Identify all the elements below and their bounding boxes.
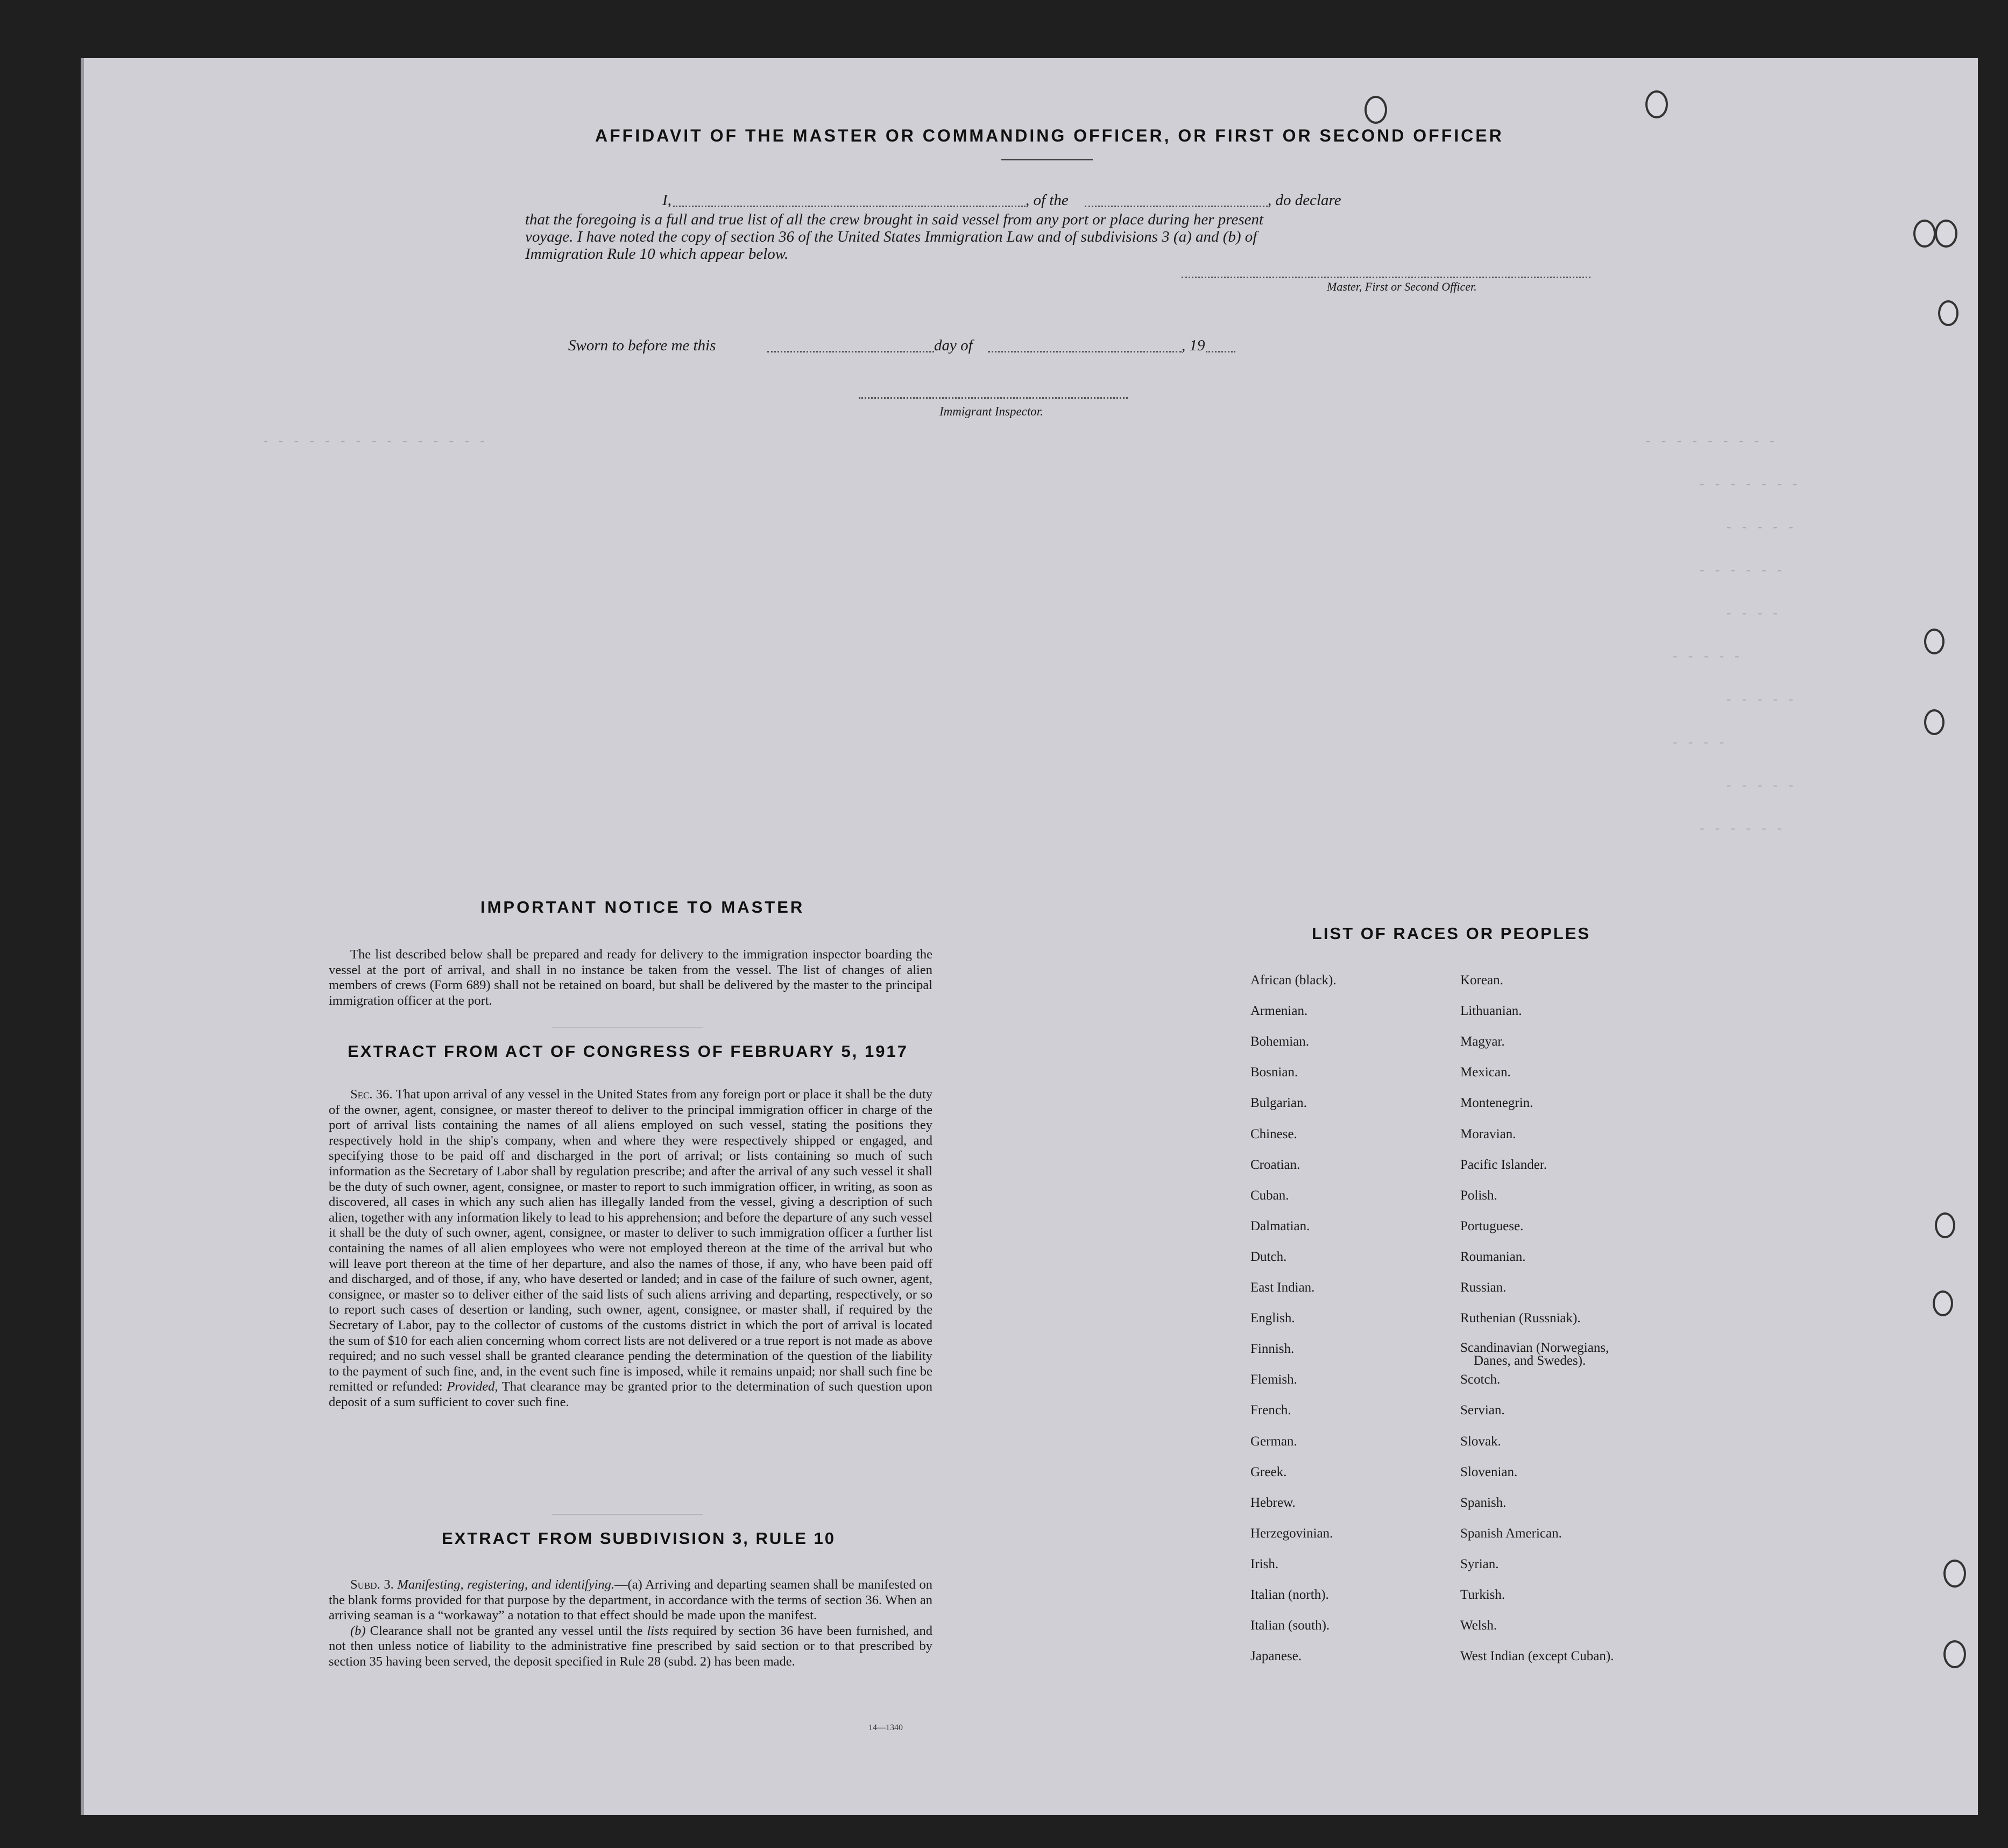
- race-item: Japanese.: [1250, 1649, 1302, 1664]
- declaration-text: [525, 211, 1601, 263]
- race-item: Ruthenian (Russniak).: [1460, 1311, 1581, 1326]
- race-item: Spanish American.: [1460, 1526, 1562, 1541]
- race-item: Moravian.: [1460, 1126, 1516, 1141]
- race-item: Italian (north).: [1250, 1588, 1329, 1602]
- race-item: Korean.: [1460, 973, 1503, 988]
- affiant-prefix: I,: [662, 192, 671, 209]
- races-title: LIST OF RACES OR PEOPLES: [1312, 924, 1591, 943]
- race-item: Flemish.: [1250, 1372, 1297, 1387]
- declaration-line-2: that the foregoing is a full and true list of all the crew brought in said vessel from any port or place during her present: [525, 211, 1264, 228]
- race-item: East Indian.: [1250, 1280, 1315, 1295]
- race-item: Armenian.: [1250, 1004, 1308, 1019]
- punch-hole: [1938, 300, 1958, 326]
- race-item: Portuguese.: [1460, 1218, 1524, 1233]
- signature-field[interactable]: [1182, 277, 1590, 278]
- extract-rule-title: EXTRACT FROM SUBDIVISION 3, RULE 10: [442, 1529, 836, 1548]
- race-item: English.: [1250, 1311, 1295, 1326]
- punch-hole: [1924, 709, 1945, 735]
- race-item: Montenegrin.: [1460, 1096, 1533, 1111]
- race-item: Italian (south).: [1250, 1618, 1330, 1633]
- punch-hole: [1913, 220, 1936, 248]
- race-item: Welsh.: [1460, 1618, 1497, 1633]
- clause-b-lists: lists: [647, 1623, 668, 1638]
- extract-act-title: EXTRACT FROM ACT OF CONGRESS OF FEBRUARY 5, 1917: [348, 1042, 908, 1061]
- declaration-line-3: voyage. I have noted the copy of section 36 of the United States Immigration Law and of subdivisions 3 (a) and (b) of: [525, 228, 1257, 245]
- race-item: Bohemian.: [1250, 1034, 1310, 1049]
- race-item: Hebrew.: [1250, 1495, 1296, 1510]
- race-item: Greek.: [1250, 1464, 1287, 1479]
- race-item: Irish.: [1250, 1556, 1279, 1571]
- race-item: Syrian.: [1460, 1556, 1499, 1571]
- of-the-label: , of the: [1026, 192, 1069, 209]
- inspector-label: Immigrant Inspector.: [939, 405, 1043, 418]
- race-item: Pacific Islander.: [1460, 1157, 1547, 1172]
- race-item: Dalmatian.: [1250, 1218, 1310, 1233]
- clause-a-text: Arriving and departing seamen shall be manifested on the blank forms provided for that purpose by the department, in accordance with the terms of section 36. When an arriving seaman is a “workaway” a notation to that effect should be made upon the manifest.: [329, 1577, 932, 1623]
- race-item: Magyar.: [1460, 1034, 1505, 1049]
- sworn-line: [568, 337, 1429, 358]
- declarant-line: [582, 192, 1658, 211]
- punch-hole: [1935, 1212, 1955, 1238]
- race-item: African (black).: [1250, 973, 1337, 988]
- race-item: Scotch.: [1460, 1372, 1501, 1387]
- punch-hole: [1933, 1290, 1953, 1316]
- section-label: Sec. 36.: [350, 1087, 393, 1102]
- notice-text: The list described below shall be prepared and ready for delivery to the immigration inspector boarding the vessel at the port of arrival, and shall in no instance be taken from the vessel. The list of changes of alien members of crews (Form 689) shall not be retained on board, but shall be delivered by the master to the principal immigration officer at the port.: [329, 947, 932, 1008]
- punch-hole: [1935, 220, 1957, 248]
- affidavit-title: AFFIDAVIT OF THE MASTER OR COMMANDING OFFICER, OR FIRST OR SECOND OFFICER: [595, 126, 1504, 145]
- race-item: Slovak.: [1460, 1434, 1501, 1449]
- section-body: That upon arrival of any vessel in the United States from any foreign port or place it shall be the duty of the owner, agent, consignee, or master thereof to deliver to the principal immigration officer in charge of the port of arrival lists containing the names of all aliens employed on such vessel, stating the positions they respectively hold in the ship's company, when and where they were respectively shipped or engaged, and specifying those to be paid off and discharged in the port of arrival; or lists containing so much of such information as the Secretary of Labor shall by regulation prescribe; and after the arrival of any such vessel it shall be the duty of such owner, agent, consignee, or master to report to such immigration officer, in writing, as soon as discovered, all cases in which any such alien has illegally landed from the vessel, giving a description of such alien, together with any information likely to lead to his apprehension; and before the departure of any such vessel it shall be the duty of such owner, agent, consignee, or master to deliver to such immigration officer a further list containing the names of all alien employees who were not employed thereon at the time of the arrival but who will leave port thereon at the time of her departure, and also the names of those, if any, who have been paid off and discharged, and of those, if any, who have deserted or landed; and in case of the failure of such owner, agent, consignee, or master so to deliver either of the said lists of such aliens arriving and departing, respectively, or so to report such cases of desertion or landing, such owner, agent, consignee, or master shall, if required by the Secretary of Labor, pay to the collector of customs of the customs district in which the port of arrival is located the sum of $10 for each alien concerning whom correct lists are not delivered or a true report is not made as above required; and no such vessel shall be granted clearance pending the determination of the question of the liability to the payment of such fine, and, in the event such fine is imposed, while it remains unpaid; nor shall such fine be remitted or refunded:: [329, 1087, 932, 1394]
- signature-label: Master, First or Second Officer.: [1327, 280, 1477, 293]
- vessel-name-field[interactable]: [1085, 206, 1268, 207]
- do-declare-label: , do declare: [1268, 192, 1341, 209]
- manifest-page: - - - - - - - - - - - - - - - - - - - - - - - - - - - - - - - - - - - - - - - - - - - - - - - - - - - - - - - - - - - - - - - - - - - - - - - AFFIDAVIT OF THE MASTER OR COMMANDING OFFICER, OR FIRST OR SECOND OFFICER I, , of the , do declare that the foregoing is a full and true list of all the crew brought in said vessel from any port or place during her present voyage. I have noted the copy of section 36 of the United States Immigration Law and of subdivisions 3 (a) and (b) of Immigration Rule 10 which appear below. Master, First or Second Officer. Sworn to before me this day of , 19 Immigrant Inspector. IMPORTANT NOTICE TO MASTER The list described below shall be prepared and ready for delivery to the immigration inspector boarding the vessel at the port of arrival, and shall in no instance be taken from the vessel. The list of changes of alien members of crews (Form 689) shall not be retained on board, but shall be delivered by the master to the principal immigration officer at the port. EXTRACT FROM ACT OF CONGRESS OF FEBRUARY 5, 1917 Sec. 36. That upon arrival of any vessel in the United States from any foreign port or place it shall be the duty of the owner, agent, consignee, or master thereof to deliver to the principal immigration officer in charge of the port of arrival lists containing the names of all aliens employed on such vessel, stating the positions they respectively hold in the ship's company, when and where they were respectively shipped or engaged, and specifying those to be paid off and discharged in the port of arrival; or lists containing so much of such information as the Secretary of Labor shall by regulation prescribe; and after the arrival of any such vessel it shall be the duty of such owner, agent, consignee, or master to report to such immigration officer, in writing, as soon as discovered, all cases in which any such alien has illegally landed from the vessel, giving a description of such alien, together with any information likely to lead to his apprehension; and before the departure of any such vessel it shall be the duty of such owner, agent, consignee, or master to deliver to such immigration officer a further list containing the names of all alien employees who were not employed thereon at the time of the arrival but who will leave port thereon at the time of her departure, and also the names of those, if any, who have been paid off and discharged, and of those, if any, who have deserted or landed; and in case of the failure of such owner, agent, consignee, or master so to deliver either of the said lists of such aliens arriving and departing, respectively, or so to report such cases of desertion or landing, such owner, agent, consignee, or master shall, if required by the Secretary of Labor, pay to the collector of customs of the customs district in which the port of arrival is located the sum of $10 for each alien concerning whom correct lists are not delivered or a true report is not made as above required; and no such vessel shall be granted clearance pending the determination of the question of the liability to the payment of such fine, and, in the event such fine is imposed, while it remains unpaid; nor shall such fine be remitted or refunded: Provided, That clearance may be granted prior to the determination of such question upon deposit of a sum sufficient to cover such fine. EXTRACT FROM SUBDIVISION 3, RULE 10 Subd. 3. Manifesting, registering, and identifying.—(a) Arriving and departing seamen shall be manifested on the blank forms provided for that purpose by the department, in accordance with the terms of section 36. When an arriving seaman is a “workaway” a notation to that effect should be made upon the manifest. (b) Clearance shall not be granted any vessel until the lists required by section 36 have been furnished, and not then unless notice of liability to the administrative fine prescribed by said section or to that prescribed by section 35 having been served, the deposit specified in Rule 28 (subd. 2) has been made. 14—1340 LIST OF RACES OR PEOPLES African (black). Armenian. Bohemian. Bosnian. Bulgarian. Chinese. Croatian. Cuban. Dalmatian. Dutch. East Indian. English. Finnish. Flemish. French. German. Greek. Hebrew. Herzegovinian. Irish. Italian (north). Italian (south). Japanese. Korean. Lithuanian. Magyar. Mexican. Montenegrin. Moravian. Pacific Islander. Polish. Portuguese. Roumanian. Russian. Ruthenian (Russniak). Scandinavian (Norwegians, Danes, and Swedes). Scotch. Servian. Slovak. Slovenian. Spanish. Spanish American. Syrian. Turkish. Welsh. West Indian (except Cuban).: [81, 58, 1978, 1815]
- race-item: Herzegovinian.: [1250, 1526, 1333, 1541]
- race-item: Russian.: [1460, 1280, 1507, 1295]
- extract-act-text: [329, 1087, 932, 1410]
- divider: [1001, 159, 1093, 160]
- race-item: Dutch.: [1250, 1249, 1287, 1264]
- clause-b-mark: (b): [350, 1623, 366, 1638]
- punch-hole: [1645, 90, 1668, 118]
- sworn-label: Sworn to before me this: [568, 337, 716, 354]
- affiant-name-field[interactable]: [673, 206, 1026, 207]
- inspector-signature-field[interactable]: [859, 397, 1128, 399]
- race-item: Cuban.: [1250, 1188, 1289, 1203]
- race-item: Spanish.: [1460, 1495, 1507, 1510]
- sworn-year-field[interactable]: [1206, 351, 1235, 352]
- race-item: French.: [1250, 1403, 1291, 1418]
- race-item: Chinese.: [1250, 1126, 1297, 1141]
- race-item: Croatian.: [1250, 1157, 1300, 1172]
- race-item: Lithuanian.: [1460, 1004, 1522, 1019]
- subdivision-heading: Manifesting, registering, and identifying.: [397, 1577, 615, 1592]
- race-item: Bosnian.: [1250, 1065, 1298, 1080]
- race-item: Turkish.: [1460, 1588, 1505, 1602]
- race-item: Scandinavian (Norwegians, Danes, and Swedes).: [1460, 1341, 1609, 1369]
- punch-hole: [1943, 1560, 1966, 1588]
- sworn-month-field[interactable]: [988, 351, 1182, 352]
- clause-b-text-2: required by section 36 have been furnished, and not then unless notice of liability to the administrative fine prescribed by said section or to that prescribed by section 35 having been served, the deposit specified in Rule 28 (subd. 2) has been made.: [329, 1623, 933, 1669]
- section-body-end: That clearance may be granted prior to the determination of such question upon deposit of a sum sufficient to cover such fine.: [329, 1379, 933, 1409]
- clause-b-text-1: Clearance shall not be granted any vessel until the: [370, 1623, 643, 1638]
- race-item: Polish.: [1460, 1188, 1497, 1203]
- declaration-line-4: Immigration Rule 10 which appear below.: [525, 245, 789, 263]
- subdivision-label: Subd. 3.: [350, 1577, 394, 1592]
- race-item: West Indian (except Cuban).: [1460, 1649, 1614, 1664]
- day-of-label: day of: [934, 337, 973, 354]
- notice-title: IMPORTANT NOTICE TO MASTER: [480, 898, 805, 916]
- race-item: Finnish.: [1250, 1342, 1295, 1357]
- punch-hole: [1924, 629, 1945, 654]
- extract-rule-text: [329, 1577, 932, 1670]
- race-item: Bulgarian.: [1250, 1096, 1307, 1111]
- clause-a-mark: —(a): [614, 1577, 642, 1592]
- provided-label: Provided,: [447, 1379, 498, 1394]
- punch-hole: [1364, 96, 1387, 124]
- race-item: Roumanian.: [1460, 1249, 1526, 1264]
- year-label: , 19: [1182, 337, 1205, 354]
- race-item: German.: [1250, 1434, 1297, 1449]
- sworn-day-field[interactable]: [767, 351, 934, 352]
- punch-hole: [1943, 1640, 1966, 1668]
- form-number: 14—1340: [868, 1723, 903, 1732]
- race-item: Mexican.: [1460, 1065, 1511, 1080]
- race-item: Slovenian.: [1460, 1464, 1518, 1479]
- race-item: Servian.: [1460, 1403, 1505, 1418]
